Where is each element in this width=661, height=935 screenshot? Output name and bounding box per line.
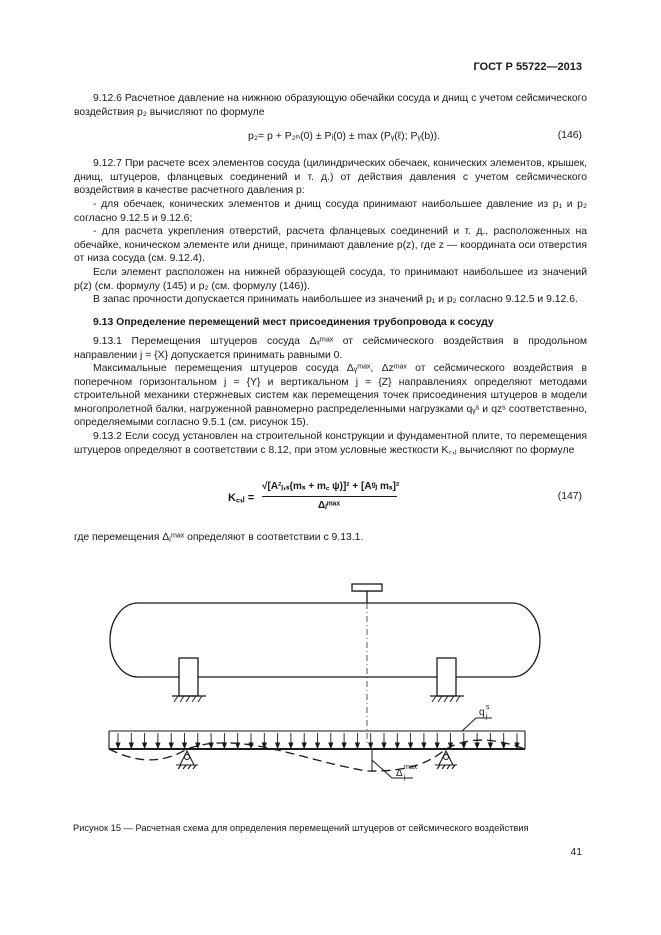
standard-header: ГОСТ Р 55722—2013 <box>473 61 582 73</box>
beam-support-right <box>435 751 457 769</box>
load-arrow-head <box>222 743 226 748</box>
load-label: q <box>479 707 485 718</box>
load-arrow-head <box>422 743 426 748</box>
displacement-label-sup: max <box>404 764 418 771</box>
paragraph-strength-margin: В запас прочности допускается принимать наибольшее из значений p₁ и p₂ согласно 9.12.5 и 9.12.6. <box>93 294 578 305</box>
load-arrow-head <box>329 743 333 748</box>
paragraph-9-13-2: 9.13.2 Если сосуд установлен на строительной конструкции и фундаментной плите, то перемещения штуцеров определяют в соответствии с 8.12, при этом условные жесткости K꜀,ⱼ вычисляют по формуле <box>74 431 587 456</box>
nozzle <box>352 584 382 591</box>
left-support <box>179 658 198 696</box>
load-arrow-head <box>488 743 492 748</box>
load-arrow-head <box>143 743 147 748</box>
load-label-sup: s <box>486 704 490 711</box>
formula-146: p₂= p + P₂ₕ(0) ± Pᵢ(0) ± max (Pᵧ(ℓ); Pᵧ(b)). <box>248 130 441 142</box>
page-number: 41 <box>570 847 582 858</box>
load-arrow-head <box>409 743 413 748</box>
load-arrow-head <box>355 743 359 748</box>
equation-number-147: (147) <box>557 491 582 502</box>
load-arrow-head <box>462 743 466 748</box>
displacement-label-sub: j <box>404 774 406 781</box>
load-arrow-head <box>183 743 187 748</box>
load-arrow-head <box>316 743 320 748</box>
load-arrow-head <box>395 743 399 748</box>
vessel-shell <box>110 603 540 677</box>
load-arrow-head <box>369 743 373 748</box>
load-arrow-head <box>475 743 479 748</box>
load-arrow-head <box>342 743 346 748</box>
paragraph-openings: - для расчета укрепления отверстий, расчета фланцевых соединений и т. д., расположенных на обечайке, коническом элементе или днище, принимают давление p(z), где z — координата оси отверстия от низа сосуда (см. 9.12.4). <box>74 226 587 265</box>
formula-147-lhs: K꜀,ⱼ = <box>228 492 255 504</box>
displacement-label: Δ <box>396 768 403 779</box>
formula-147-numerator: √[A²ⱼ,ₛ(mₛ + m꜀ ψ)]² + [Aᵍⱼ mₛ]² <box>262 481 400 492</box>
load-arrow-head <box>156 743 160 748</box>
load-arrow-head <box>116 743 120 748</box>
equation-number-146: (146) <box>557 130 582 141</box>
load-arrow-head <box>502 743 506 748</box>
paragraph-where-displacements: где перемещения Δⱼᵐᵃˣ определяют в соответствии с 9.13.1. <box>74 532 364 543</box>
load-arrow-head <box>169 743 173 748</box>
formula-147-denominator: Δⱼᵐᵃˣ <box>318 500 341 511</box>
paragraph-max-displacements: Максимальные перемещения штуцеров сосуда Δᵧᵐᵃˣ, Δzᵐᵃˣ от сейсмического воздействия в поперечном горизонтальном j = {Y} и вертикальном j = {Z} направлениях определяют методами строительной механики стержневых систем как перемещения точек присоединения штуцеров в модели многопролетной балки, нагруженной равномерно распределенными нагрузками qᵧˢ и qzˢ соответственно, определяемыми согласно 9.5.1 (см. рисунок 15). <box>74 363 587 429</box>
load-arrow-head <box>302 743 306 748</box>
load-arrow-head <box>129 743 133 748</box>
paragraph-9-13-1: 9.13.1 Перемещения штуцеров сосуда Δₓᵐᵃˣ от сейсмического воздействия в продольном направлении j = {X} допускается принимать равными 0. <box>74 336 587 361</box>
load-arrows <box>116 733 519 748</box>
paragraph-shells: - для обечаек, конических элементов и днищ сосуда принимают наибольшее давление из p₁ и p₂ согласно 9.12.5 и 9.12.6; <box>74 199 587 224</box>
load-label-sub: j <box>486 713 488 720</box>
load-arrow-head <box>382 743 386 748</box>
load-arrow-head <box>435 743 439 748</box>
paragraph-9-12-6: 9.12.6 Расчетное давление на нижнюю образующую обечайки сосуда и днищ с учетом сейсмического воздействия p₂ вычисляют по формуле <box>74 93 587 118</box>
right-support <box>437 658 456 696</box>
figure-caption: Рисунок 15 — Расчетная схема для определения перемещений штуцеров от сейсмического воздействия <box>73 823 529 833</box>
paragraph-9-12-7: 9.12.7 При расчете всех элементов сосуда (цилиндрических обечаек, конических элементов, крышек, днищ, штуцеров, фланцевых соединений и т. д.) от действия давления с учетом сейсмического воздействия в качестве расчетного давления p: <box>74 158 587 197</box>
paragraph-bottom-element: Если элемент расположен на нижней образующей сосуда, то принимают наибольшее из значений p(z) (см. формулу (145) и p₂ (см. формулу (146)). <box>74 267 587 292</box>
load-arrow-head <box>289 743 293 748</box>
section-heading-9-13: 9.13 Определение перемещений мест присоединения трубопровода к сосуду <box>93 317 494 328</box>
load-arrow-head <box>276 743 280 748</box>
